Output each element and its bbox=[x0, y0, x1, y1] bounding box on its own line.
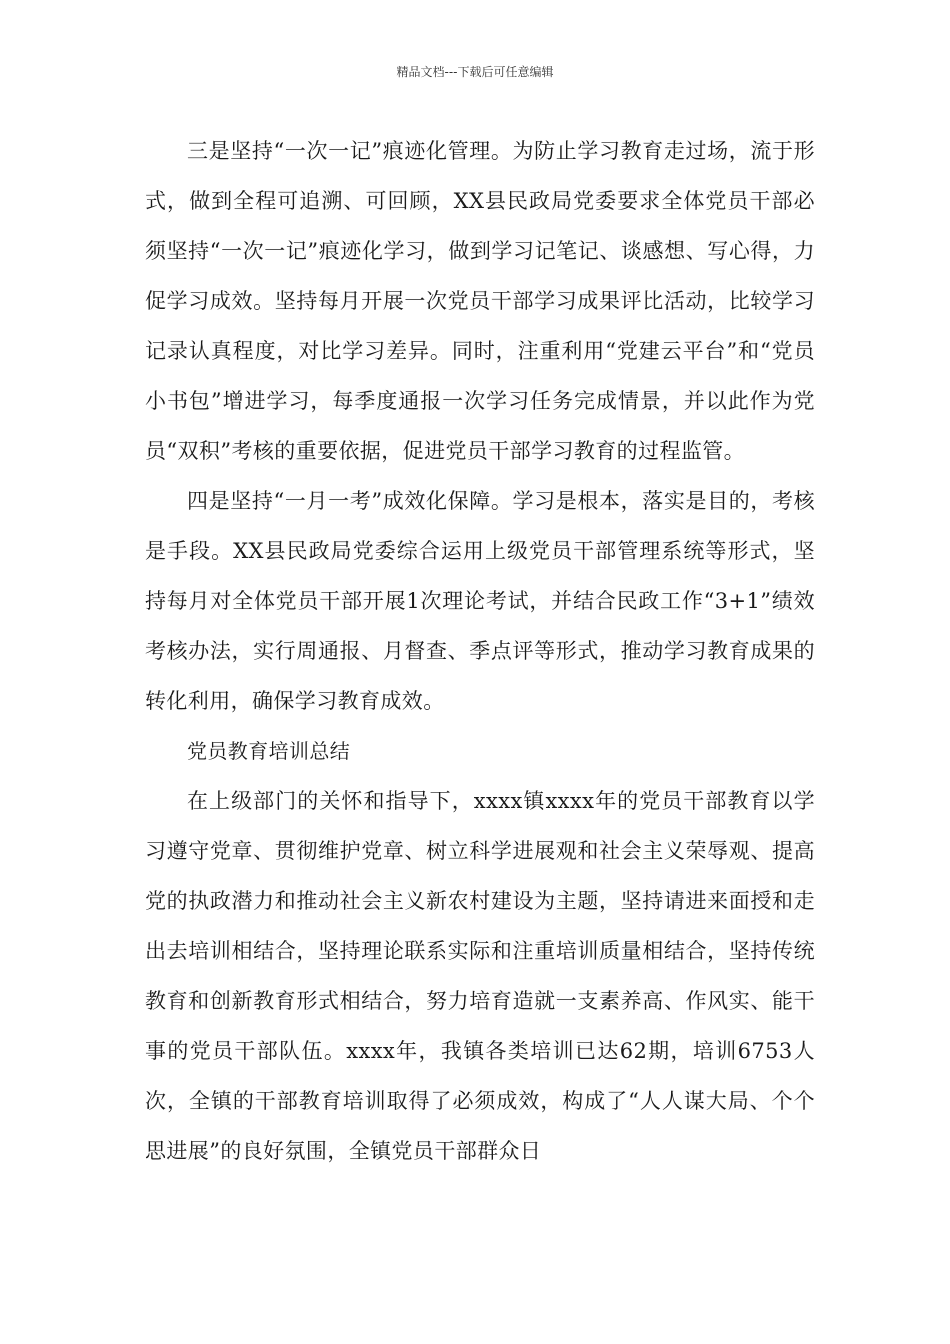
document-body bbox=[145, 126, 815, 1176]
paragraph-trace-management: 三是坚持“一次一记”痕迹化管理。为防止学习教育走过场，流于形式，做到全程可追溯、可回顾，XX县民政局党委要求全体党员干部必须坚持“一次一记”痕迹化学习，做到学习记笔记、谈感想、写心得，力促学习成效。坚持每月开展一次党员干部学习成果评比活动，比较学习记录认真程度，对比学习差异。同时，注重利用“党建云平台”和“党员小书包”增进学习，每季度通报一次学习任务完成情景，并以此作为党员“双积”考核的重要依据，促进党员干部学习教育的过程监管。 bbox=[145, 139, 815, 463]
section-heading: 党员教育培训总结 bbox=[187, 739, 351, 763]
paragraph-monthly-exam: 四是坚持“一月一考”成效化保障。学习是根本，落实是目的，考核是手段。XX县民政局党委综合运用上级党员干部管理系统等形式，坚持每月对全体党员干部开展1次理论考试，并结合民政工作“3+1”绩效考核办法，实行周通报、月督查、季点评等形式，推动学习教育成果的转化利用，确保学习教育成效。 bbox=[145, 489, 815, 713]
page-header: 精品文档---下载后可任意编辑 bbox=[396, 65, 554, 79]
paragraph-training-summary: 在上级部门的关怀和指导下，xxxx镇xxxx年的党员干部教育以学习遵守党章、贯彻维护党章、树立科学进展观和社会主义荣辱观、提高党的执政潜力和推动社会主义新农村建设为主题，坚持请进来面授和走出去培训相结合，坚持理论联系实际和注重培训质量相结合，坚持传统教育和创新教育形式相结合，努力培育造就一支素养高、作风实、能干事的党员干部队伍。xxxx年，我镇各类培训已达62期，培训6753人次，全镇的干部教育培训取得了必须成效，构成了“人人谋大局、个个思进展”的良好氛围，全镇党员干部群众日 bbox=[145, 789, 815, 1163]
